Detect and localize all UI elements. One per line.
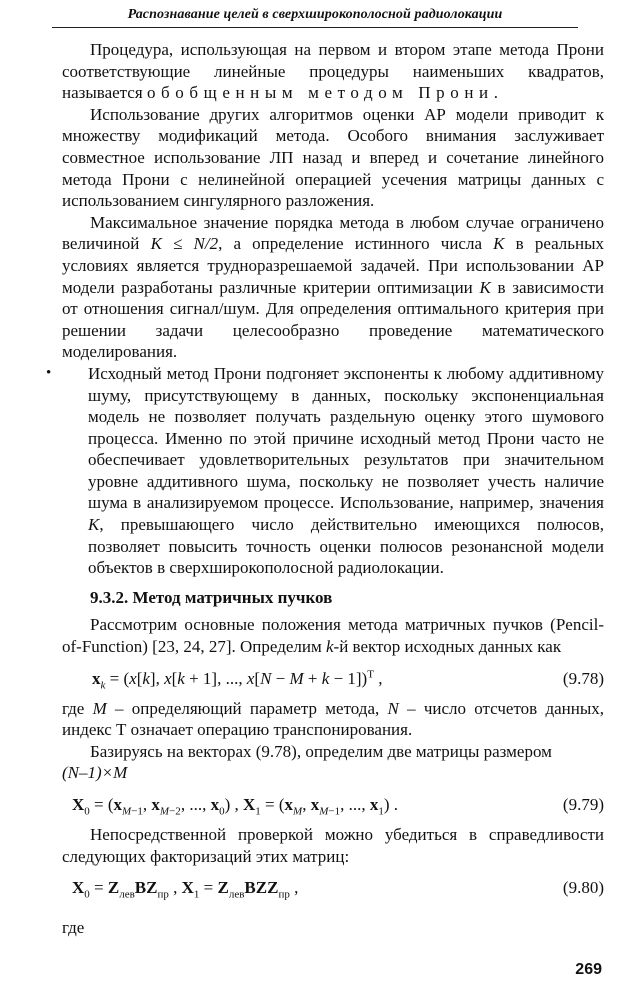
- paragraph-pencil-intro: [62, 614, 604, 657]
- page-number: 269: [575, 961, 602, 978]
- equation-number: (9.78): [562, 668, 604, 688]
- bullet-text-a: Исходный метод Прони подгоняет экспоненты к любому аддитивному шуму, присутствующему в данных, поскольку экспоненциальная модель не позволяет получать раздельную оценку этого шумового процесса. Именно по этой причине исходный метод Прони часто не обеспечивает удовлетворительных результатов при значительном уровне аддитивного шума, поскольку не позволяет учесть наличие шума в анализируемом процессе. Использование, например, значения: [88, 363, 604, 513]
- section-heading: 9.3.2. Метод матричных пучков: [90, 587, 333, 607]
- equation-9-80-formula: $X_0 = Z_{лев}BZ_{пр}$ , $X_1 = Z_{лев}BZZ_{пр}$ ,: [72, 878, 299, 901]
- bullet-var-k: K: [88, 515, 100, 535]
- equation-9-79-formula: $X_0 = (x_{M-1}$, $x_{M-2}$, ..., $x_0$) , $X_1 = (x_M$, $x_{M-1}$, ..., $x_1$) .: [72, 795, 398, 818]
- p4-var-k: k: [325, 637, 334, 657]
- page-body: [46, 39, 605, 939]
- p6-dimension: (N–1)×M: [62, 763, 128, 783]
- bullet-icon: •: [46, 364, 52, 381]
- equation-9-79: [62, 784, 604, 824]
- p5-var-m: M: [92, 698, 107, 718]
- equation-number: (9.80): [562, 878, 604, 898]
- p5-var-n: N: [387, 698, 399, 718]
- p3-text-d: в зависимости от отношения сигнал/шум. Для определения оптимального критерия при решении задачи целесообразно проведение математического моделирования.: [62, 277, 605, 362]
- running-header: [0, 0, 630, 30]
- p3-var-k2: K: [479, 277, 491, 297]
- equation-9-78-formula: $x_k = (x[k]$, x[k + 1], ..., x[N − M + k − 1])$^T$ ,: [92, 667, 383, 692]
- paragraph-factorization: Непосредственной проверкой можно убедиться в справедливости следующих факторизаций этих матриц:: [62, 825, 604, 866]
- p4-text-a: Рассмотрим основные положения метода матричных пучков (Pencil-of-Function) [23, 24, 27]. Определим: [62, 615, 604, 657]
- p3-condition: K ≤ N/2: [150, 234, 219, 254]
- p3-text-c: в реальных условиях является трудноразрешаемой задачей. При использовании АР модели разработаны различные критерии оптимизации: [62, 234, 605, 297]
- paragraph-matrices: [62, 741, 604, 784]
- bullet-text-b: , превышающего число действительно имеющихся полюсов, позволяет повысить точность оценки полюсов резонансной модели объектов в сверхширокополосной радиолокации.: [88, 515, 604, 578]
- bullet-item: [46, 363, 604, 579]
- p5-text-a: где: [62, 698, 85, 718]
- paragraph-order-limit: [62, 212, 604, 363]
- p1-text: Процедура, использующая на первом и втором этапе метода Прони соответствующие линейные процедуры наименьших квадратов, называется: [62, 40, 604, 103]
- p3-text-a: Максимальное значение порядка метода в любом случае ограничено величиной: [62, 212, 604, 254]
- equation-number: (9.79): [562, 795, 604, 814]
- paragraph-where: где: [62, 918, 85, 938]
- header-rule: [52, 27, 578, 28]
- p1-spaced-term: обобщенным методом Прони.: [146, 83, 504, 103]
- equation-9-78: [62, 658, 604, 698]
- equation-9-80: [62, 867, 604, 907]
- paragraph-modifications: Использование других алгоритмов оценки АР модели приводит к множеству модификаций метода. Особого внимания заслуживает совместное использование ЛП назад и вперед и сочетание линейного метода Прони с нелинейной операцией усечения матрицы данных с использованием сингулярного разложения.: [62, 104, 604, 211]
- paragraph-prony-generalized: [62, 39, 604, 104]
- p3-text-b: , а определение истинного числа: [218, 234, 482, 254]
- p4-text-b: -й вектор исходных данных как: [333, 637, 562, 657]
- p5-text-b: – определяющий параметр метода,: [115, 698, 380, 718]
- header-title: Распознавание целей в сверхширокополосной радиолокации: [127, 7, 503, 22]
- p3-var-k: K: [493, 234, 505, 254]
- p5-text-c: – число отсчетов данных, индекс Т означает операцию транспонирования.: [62, 698, 605, 740]
- paragraph-definitions: [62, 698, 604, 741]
- p6-text: Базируясь на векторах (9.78), определим две матрицы размером: [90, 741, 552, 761]
